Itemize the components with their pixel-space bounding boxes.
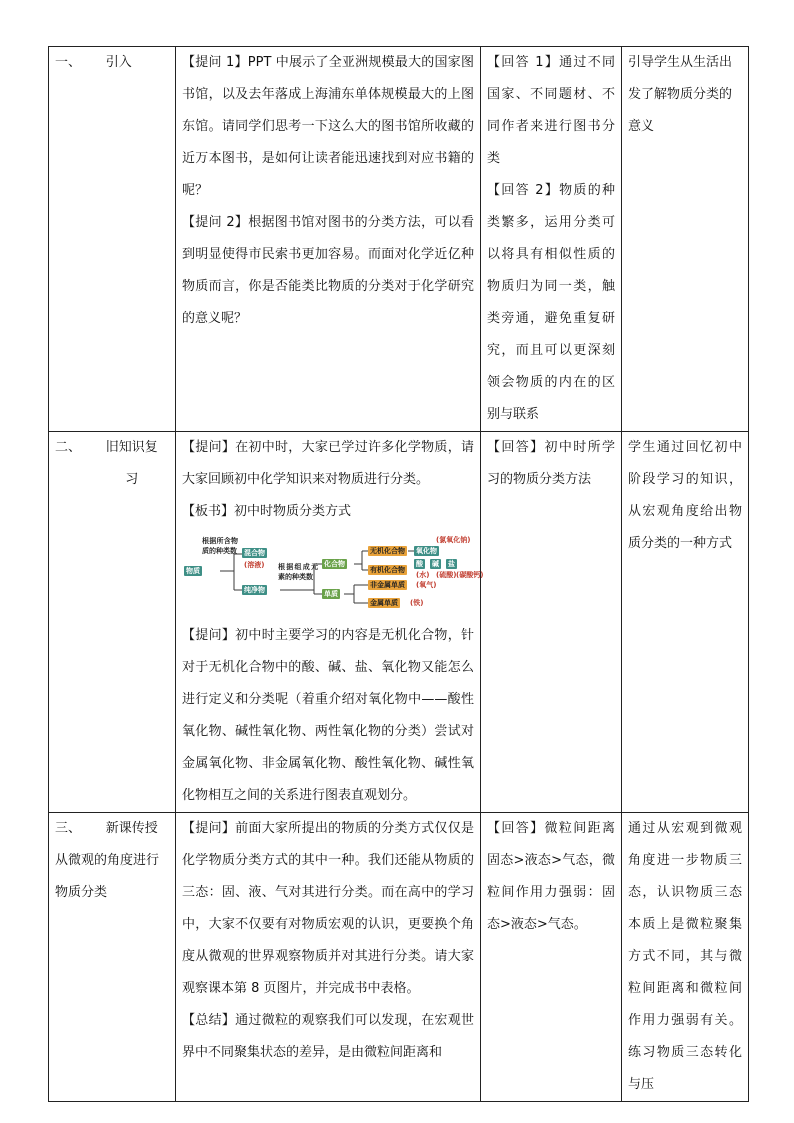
teacher-activity-cell	[176, 47, 481, 432]
example-label: (氯氧化钠)	[436, 536, 471, 544]
student-activity-cell	[481, 47, 622, 432]
example-label: (铁)	[410, 599, 424, 607]
paragraph: 【回答】初中时所学习的物质分类方法	[487, 440, 615, 487]
oxide-node: 氧化物	[416, 547, 437, 555]
basis-label: 根据组成元素的种类数	[278, 563, 318, 581]
basis-label: 根据所含物质的种类数	[202, 537, 238, 555]
acid-node: 酸	[416, 560, 423, 568]
root-node: 物质	[186, 567, 200, 575]
example-label: (水)	[416, 571, 430, 579]
nonmetal-node: 非金属单质	[370, 581, 405, 589]
mixture-node: 混合物	[244, 549, 265, 557]
paragraph: 【回答 2】物质的种类繁多，运用分类可以将具有相似性质的物质归为同一类，触类旁通，避免重复研究，而且可以更深刻领会物质的内在的区别与联系	[487, 183, 615, 422]
element-node: 单质	[324, 590, 338, 598]
stage-cell	[49, 432, 176, 813]
stage-label: 三、 新课传授 从微观的角度进行 物质分类	[55, 821, 160, 900]
paragraph: 通过从宏观到微观角度进一步物质三态，认识物质三态本质上是微粒聚集方式不同，其与微粒间距离和微粒间作用力强弱有关。练习物质三态转化与压	[628, 821, 742, 1092]
salt-node: 盐	[448, 560, 455, 568]
paragraph: 【提问 1】PPT 中展示了全亚洲规模最大的国家图书馆，以及去年落成上海浦东单体规模最大的上图东馆。请同学们思考一下这么大的图书馆所收藏的近万本图书，是如何让读者能迅速找到对应书籍的呢？	[182, 55, 474, 198]
teacher-activity-cell	[176, 813, 481, 1102]
inorganic-node: 无机化合物	[370, 547, 405, 555]
teacher-activity-cell	[176, 432, 484, 813]
paragraph: 引导学生从生活出发了解物质分类的意义	[628, 55, 733, 134]
paragraph: 【板书】初中时物质分类方式	[182, 504, 352, 519]
paragraph: 【提问】初中时主要学习的内容是无机化合物，针对于无机化合物中的酸、碱、盐、氧化物又能怎么进行定义和分类呢（着重介绍对氧化物中——酸性氧化物、碱性氧化物、两性氧化物的分类）尝试对金属氧化物、非金属氧化物、酸性氧化物、碱性氧化物相互之间的关系进行图表直观划分。	[182, 628, 474, 803]
compound-node: 化合物	[324, 560, 345, 568]
lesson-plan-table	[48, 46, 749, 1102]
example-label: (溶液)	[244, 561, 265, 569]
example-label: (硫酸)	[436, 571, 457, 579]
paragraph: 【提问】前面大家所提出的物质的分类方式仅仅是化学物质分类方式的其中一种。我们还能从物质的三态：固、液、气对其进行分类。而在高中的学习中，大家不仅要有对物质宏观的认识，更要换个角度从微观的世界观察物质并对其进行分类。请大家观察课本第 8 页图片，并完成书中表格。	[182, 821, 474, 996]
paragraph: 【提问】在初中时，大家已学过许多化学物质，请大家回顾初中化学知识来对物质进行分类。	[182, 440, 474, 487]
base-node: 碱	[432, 560, 439, 568]
table-row	[49, 432, 749, 813]
example-label: (碳酸钙)	[456, 571, 484, 579]
stage-cell	[49, 813, 176, 1102]
stage-cell	[49, 47, 176, 432]
paragraph: 【提问 2】根据图书馆对图书的分类方法，可以看到明显使得市民索书更加容易。而面对化学近亿种物质而言，你是否能类比物质的分类对于化学研究的意义呢？	[182, 215, 474, 326]
paragraph: 学生通过回忆初中阶段学习的知识，从宏观角度给出物质分类的一种方式	[628, 440, 742, 551]
design-intent-cell	[622, 432, 749, 813]
student-activity-cell	[481, 813, 622, 1102]
stage-label: 一、 引入	[55, 55, 132, 70]
metal-node: 金属单质	[370, 599, 398, 607]
design-intent-cell	[622, 47, 749, 432]
paragraph: 【回答】微粒间距离固态>液态>气态，微粒间作用力强弱：固态>液态>气态。	[487, 821, 615, 932]
design-intent-cell	[622, 813, 749, 1102]
table-row	[49, 47, 749, 432]
paragraph: 【总结】通过微粒的观察我们可以发现，在宏观世界中不同聚集状态的差异，是由微粒间距离和	[182, 1013, 474, 1060]
table-row	[49, 813, 749, 1102]
student-activity-cell	[481, 432, 622, 813]
classification-diagram	[182, 534, 482, 614]
paragraph: 【回答 1】通过不同国家、不同题材、不同作者来进行图书分类	[487, 55, 615, 166]
pure-node: 纯净物	[244, 586, 265, 594]
stage-label: 二、 旧知识复 习	[55, 440, 158, 487]
example-label: (氧气)	[416, 581, 437, 589]
organic-node: 有机化合物	[370, 566, 405, 574]
